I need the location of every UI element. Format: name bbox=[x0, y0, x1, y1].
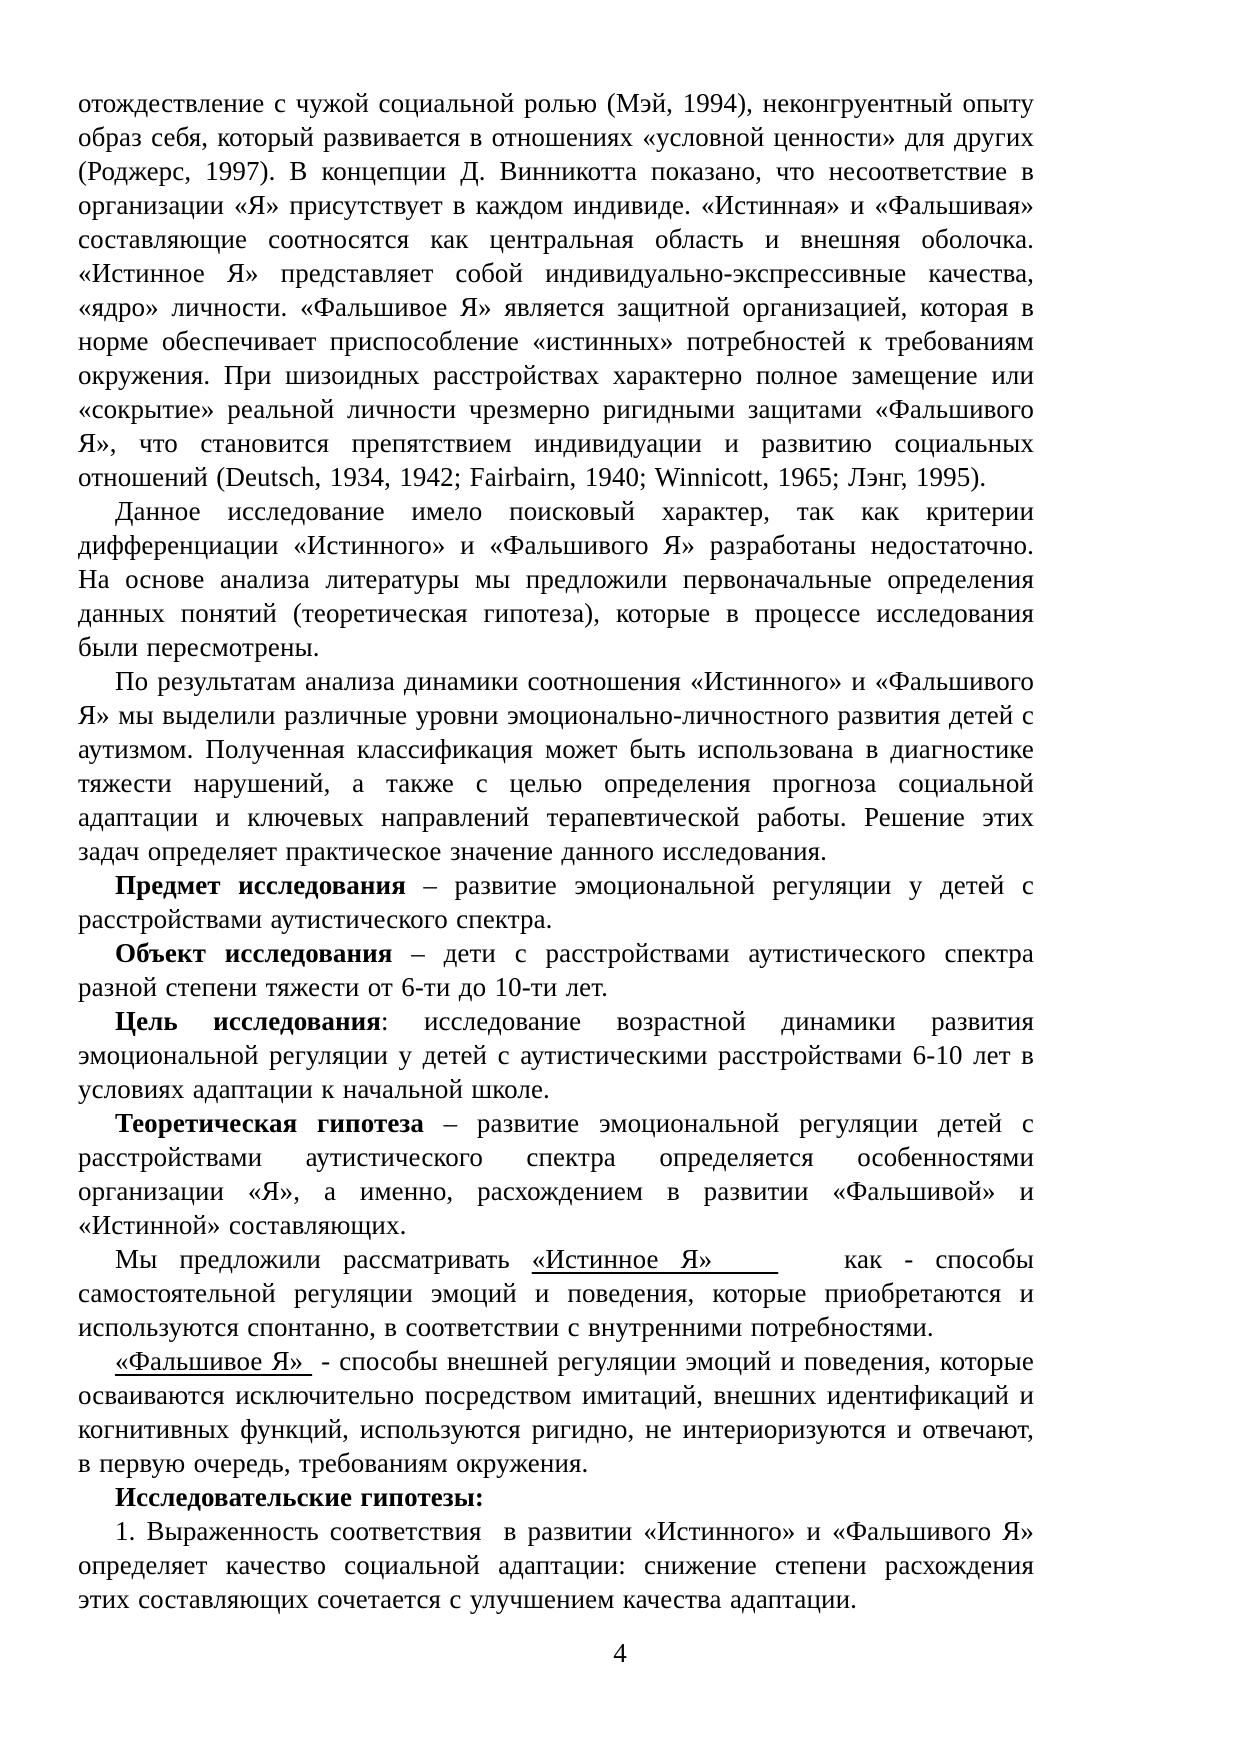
term-teoreticheskaya-gipoteza: Теоретическая гипотеза bbox=[115, 1108, 424, 1138]
term-issledovatelskie-gipotezy: Исследовательские гипотезы: bbox=[115, 1482, 485, 1512]
paragraph-analysis-results bbox=[78, 664, 1034, 868]
paragraph-continuation-self-concept bbox=[78, 86, 1034, 494]
body-run: - способы внешней регуляции эмоций и поведения, которые осваиваются исключительно посредством имитаций, внешних идентификаций и когнитивных функций, используются ригидно, не интериоризуются и отвечают, в первую очередь, требованиям окружения. bbox=[78, 1346, 1034, 1478]
term-tsel-issledovaniya: Цель исследования bbox=[115, 1006, 381, 1036]
paragraph-theoretical-hypothesis bbox=[78, 1106, 1034, 1242]
text-block bbox=[78, 86, 1034, 1616]
body-run: 1. Выраженность соответствия в развитии «Истинного» и «Фальшивого Я» определяет качество социальной адаптации: снижение степени расхождения этих составляющих сочетается с улучшением качества адаптации. bbox=[78, 1516, 1034, 1614]
term-obekt-issledovaniya: Объект исследования bbox=[115, 938, 393, 968]
paragraph-hypothesis-1 bbox=[78, 1514, 1034, 1616]
body-run: – развитие эмоциональной регуляции у детей с расстройствами аутистического спектра. bbox=[78, 870, 1034, 934]
body-run: – дети с расстройствами аутистического спектра разной степени тяжести от 6-ти до 10-ти лет. bbox=[78, 938, 1034, 1002]
body-run: – развитие эмоциональной регуляции детей с расстройствами аутистического спектра определяется особенностями организации «Я», а именно, расхождением в развитии «Фальшивой» и «Истинной» составляющих. bbox=[78, 1108, 1034, 1240]
paragraph-exploratory-study bbox=[78, 494, 1034, 664]
paragraph-false-self-definition bbox=[78, 1344, 1034, 1480]
paragraph-research-object bbox=[78, 936, 1034, 1004]
paragraph-research-subject bbox=[78, 868, 1034, 936]
body-run: По результатам анализа динамики соотношения «Истинного» и «Фальшивого Я» мы выделили различные уровни эмоционально-личностного развития детей с аутизмом. Полученная классификация может быть использована в диагностике тяжести нарушений, а также с целью определения прогноза социальной адаптации и ключевых направлений терапевтической работы. Решение этих задач определяет практическое значение данного исследования. bbox=[78, 666, 1034, 866]
term-falshivoe-ya-underlined: «Фальшивое Я» bbox=[115, 1346, 313, 1376]
body-run: отождествление с чужой социальной ролью (Мэй, 1994), неконгруентный опыту образ себя, который развивается в отношениях «условной ценности» для других (Роджерс, 1997). В концепции Д. Винникотта показано, что несоответствие в организации «Я» присутствует в каждом индивиде. «Истинная» и «Фальшивая» составляющие соотносятся как центральная область и внешняя оболочка. «Истинное Я» представляет собой индивидуально-экспрессивные качества, «ядро» личности. «Фальшивое Я» является защитной организацией, которая в норме обеспечивает приспособление «истинных» потребностей к требованиям окружения. При шизоидных расстройствах характерно полное замещение или «сокрытие» реальной личности чрезмерно ригидными защитами «Фальшивого Я», что становится препятствием индивидуации и развитию социальных отношений (Deutsch, 1934, 1942; Fairbairn, 1940; Winnicott, 1965; Лэнг, 1995). bbox=[78, 88, 1034, 492]
body-run: Данное исследование имело поисковый характер, так как критерии дифференциации «Истинного» и «Фальшивого Я» разработаны недостаточно. На основе анализа литературы мы предложили первоначальные определения данных понятий (теоретическая гипотеза), которые в процессе исследования были пересмотрены. bbox=[78, 496, 1034, 662]
page-number: 4 bbox=[613, 1638, 627, 1668]
body-run: : исследование возрастной динамики развития эмоциональной регуляции у детей с аутистическими расстройствами 6-10 лет в условиях адаптации к начальной школе. bbox=[78, 1006, 1034, 1104]
paragraph-true-self-definition bbox=[78, 1242, 1034, 1344]
paragraph-research-goal bbox=[78, 1004, 1034, 1106]
body-run: Мы предложили рассматривать bbox=[115, 1244, 532, 1274]
paragraph-research-hypotheses-heading bbox=[78, 1480, 1034, 1514]
term-istinnoe-ya-underlined: «Истинное Я» bbox=[531, 1244, 779, 1274]
body-run: как - способы самостоятельной регуляции эмоций и поведения, которые приобретаются и используются спонтанно, в соответствии с внутренними потребностями. bbox=[78, 1244, 1035, 1342]
term-predmet-issledovaniya: Предмет исследования bbox=[115, 870, 406, 900]
